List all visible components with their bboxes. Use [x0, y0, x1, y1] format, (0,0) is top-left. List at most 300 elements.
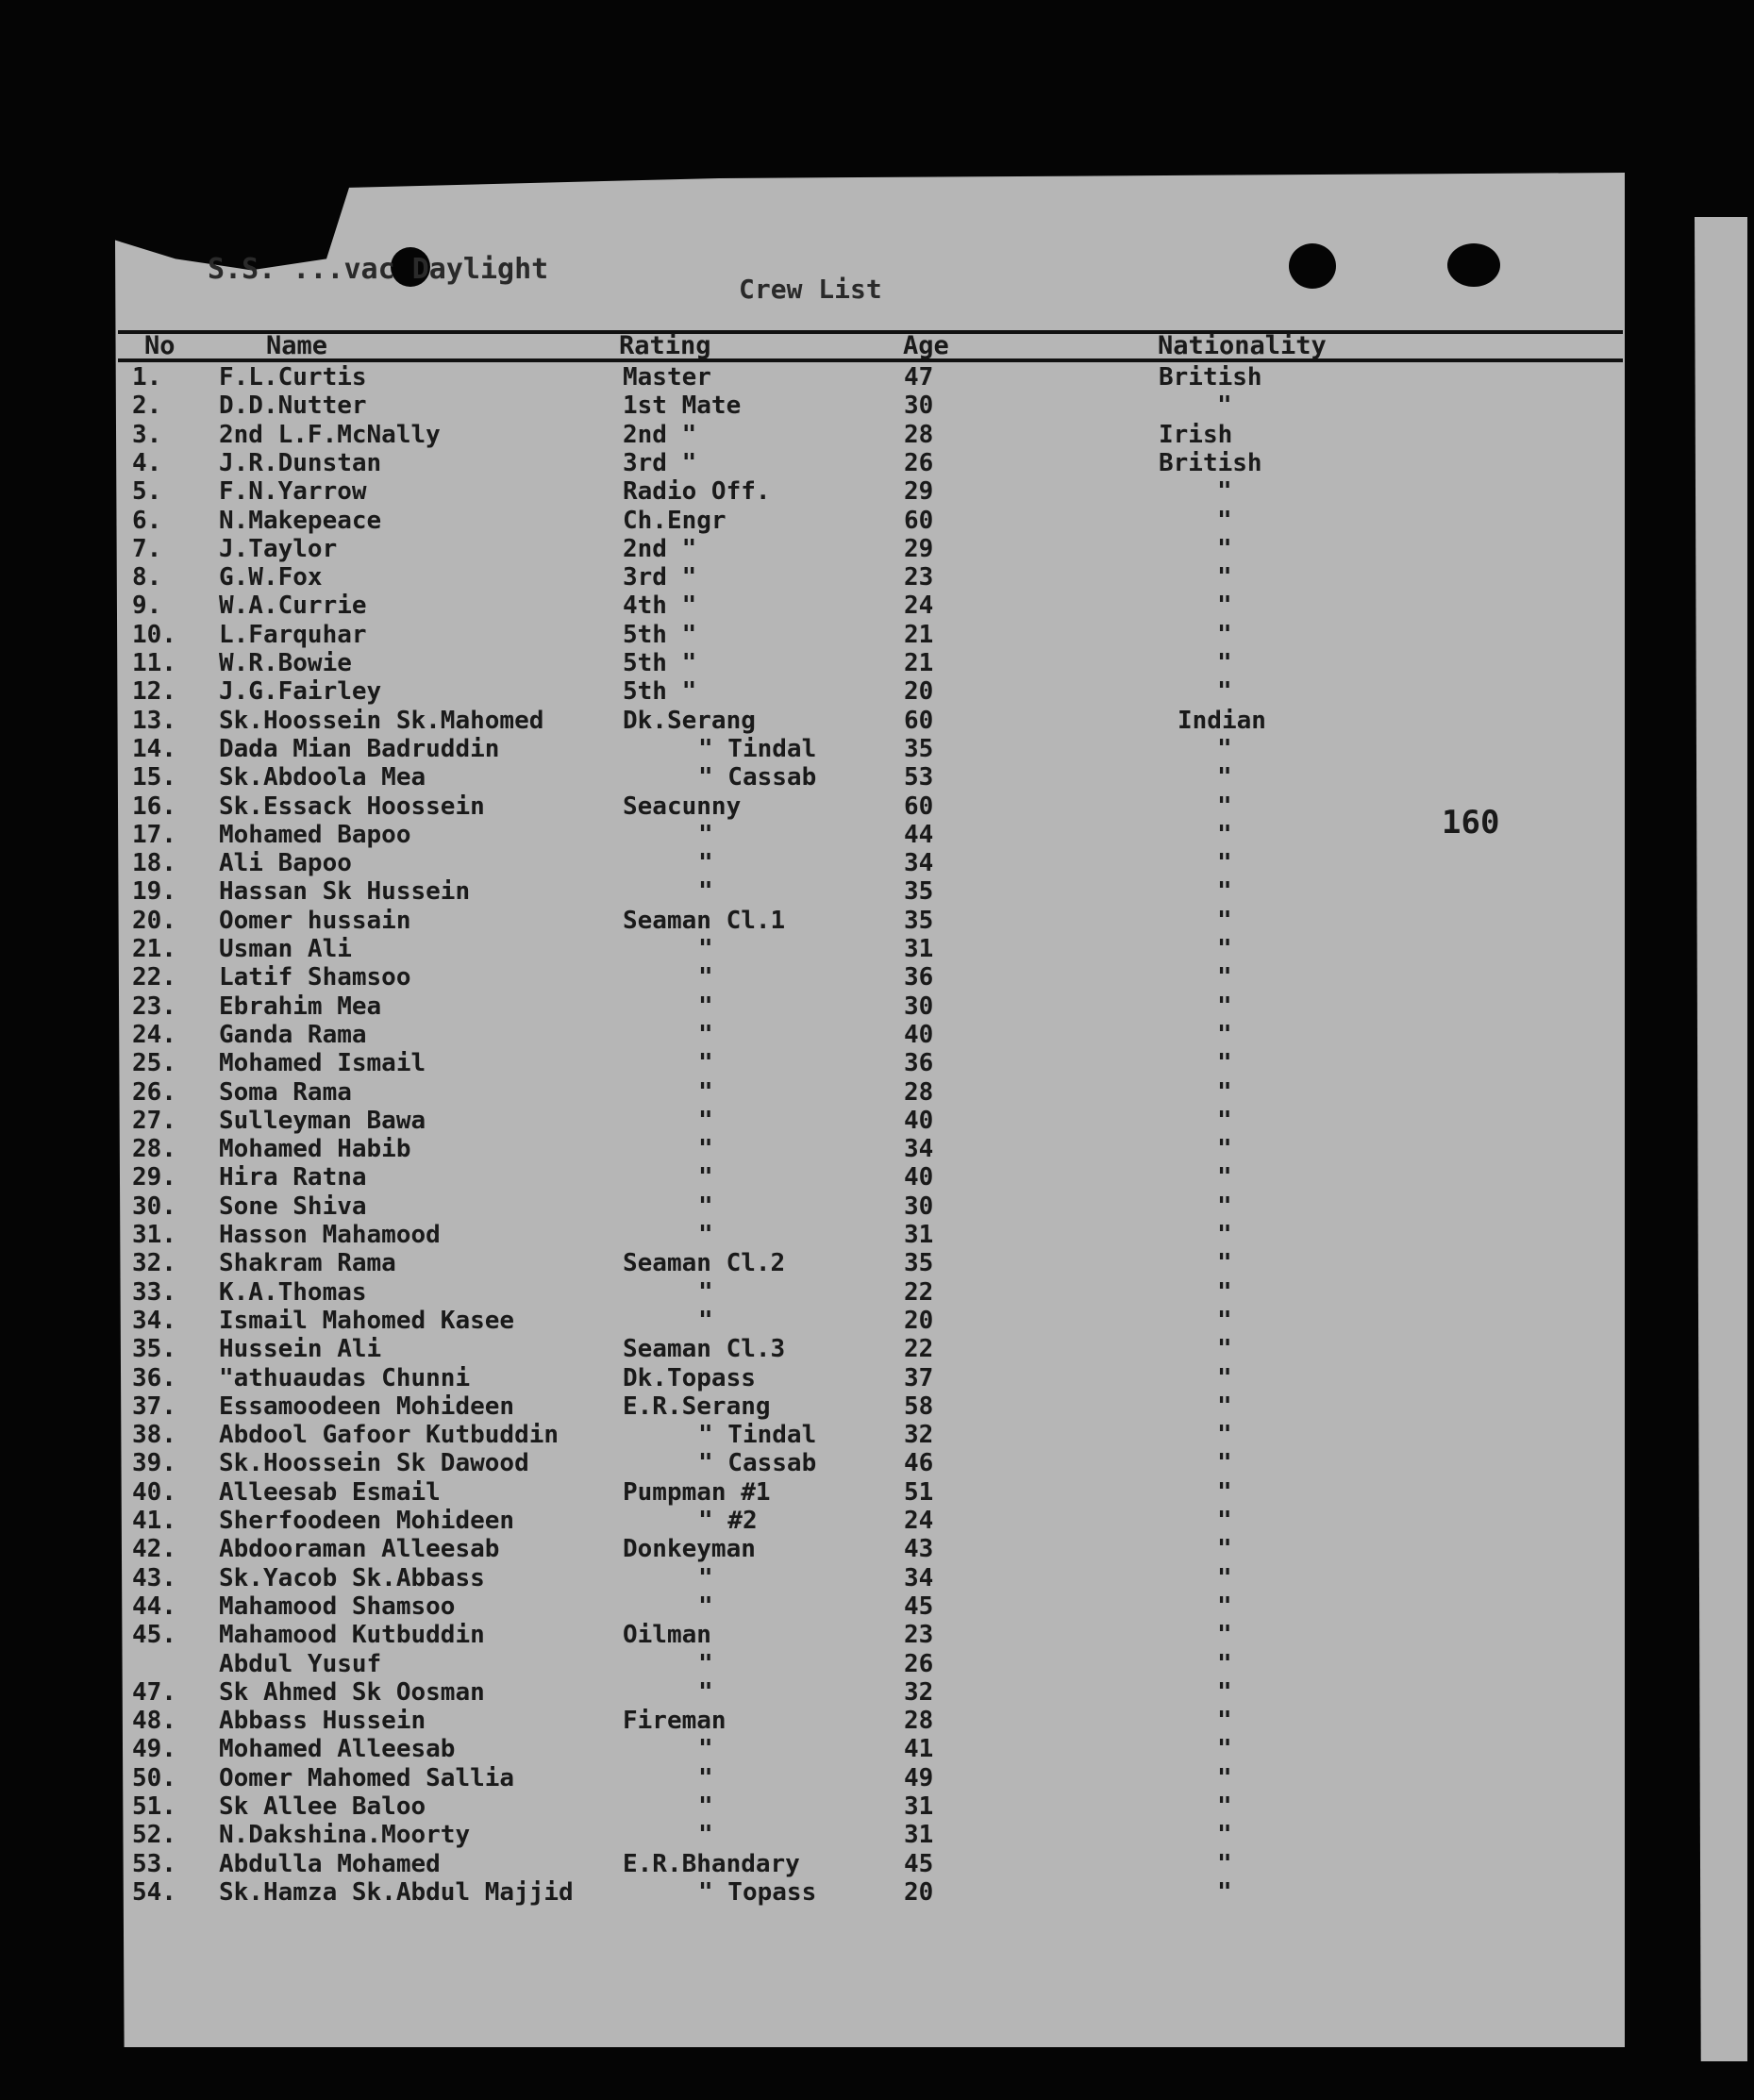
crew-no: 3. [132, 420, 162, 449]
crew-rating: " [698, 1163, 713, 1192]
crew-nationality: " [1217, 1020, 1232, 1049]
crew-name: F.N.Yarrow [219, 477, 367, 507]
crew-no: 39. [132, 1449, 176, 1478]
crew-age: 34 [904, 1135, 934, 1164]
crew-rating: Seaman Cl.1 [623, 906, 786, 935]
crew-nationality: " [1217, 935, 1232, 963]
crew-age: 51 [904, 1477, 934, 1507]
crew-no: 52. [132, 1821, 176, 1850]
crew-age: 36 [904, 963, 934, 992]
crew-age: 26 [904, 1649, 934, 1678]
crew-no: 14. [132, 734, 176, 763]
table-row [0, 907, 1754, 935]
crew-name: Abbass Hussein [219, 1707, 426, 1736]
crew-age: 28 [904, 420, 934, 449]
crew-no: 10. [132, 620, 176, 649]
table-row [0, 677, 1754, 706]
crew-rating: 1st Mate [623, 392, 742, 421]
crew-age: 35 [904, 734, 934, 763]
crew-age: 24 [904, 1507, 934, 1535]
crew-rating: " [698, 1763, 713, 1792]
crew-nationality: " [1217, 534, 1232, 563]
crew-age: 40 [904, 1020, 934, 1049]
crew-rating: " [698, 1277, 713, 1307]
crew-name: N.Makepeace [219, 506, 382, 535]
table-row [0, 1249, 1754, 1277]
crew-no: 48. [132, 1707, 176, 1736]
crew-age: 22 [904, 1277, 934, 1307]
document-title: Crew List [739, 274, 882, 305]
crew-nationality: " [1217, 992, 1232, 1021]
crew-rating: " [698, 1592, 713, 1621]
crew-rating: " [698, 1735, 713, 1764]
crew-rating: " [698, 1106, 713, 1135]
table-row [0, 1335, 1754, 1363]
crew-name: N.Dakshina.Moorty [219, 1821, 471, 1850]
crew-rating: " Cassab [698, 1449, 817, 1478]
crew-age: 35 [904, 877, 934, 907]
table-row [0, 563, 1754, 592]
crew-age: 32 [904, 1421, 934, 1450]
crew-name: Hira Ratna [219, 1163, 367, 1192]
crew-age: 60 [904, 792, 934, 821]
crew-nationality: " [1217, 1821, 1232, 1850]
crew-name: Hasson Mahamood [219, 1221, 441, 1249]
crew-no: 49. [132, 1735, 176, 1764]
crew-name: Sk.Essack Hoossein [219, 792, 485, 821]
crew-age: 21 [904, 649, 934, 677]
crew-age: 31 [904, 1221, 934, 1249]
crew-rating: " [698, 1077, 713, 1107]
crew-name: K.A.Thomas [219, 1277, 367, 1307]
table-row [0, 1621, 1754, 1649]
column-header-no: No [144, 331, 175, 360]
crew-nationality: " [1217, 1221, 1232, 1249]
crew-nationality: " [1217, 849, 1232, 878]
table-row [0, 1850, 1754, 1878]
table-row [0, 1221, 1754, 1249]
crew-name: Dada Mian Badruddin [219, 734, 500, 763]
crew-no: 36. [132, 1363, 176, 1392]
crew-age: 20 [904, 1306, 934, 1335]
crew-no: 11. [132, 649, 176, 677]
crew-age: 31 [904, 1792, 934, 1821]
crew-age: 28 [904, 1077, 934, 1107]
crew-nationality: " [1217, 477, 1232, 507]
crew-age: 22 [904, 1335, 934, 1364]
crew-name: Ebrahim Mea [219, 992, 382, 1021]
crew-age: 34 [904, 849, 934, 878]
crew-no: 8. [132, 563, 162, 592]
crew-nationality: " [1217, 592, 1232, 621]
crew-no: 28. [132, 1135, 176, 1164]
crew-no: 21. [132, 935, 176, 963]
crew-name: J.G.Fairley [219, 677, 382, 707]
table-row [0, 1821, 1754, 1849]
table-row [0, 477, 1754, 506]
crew-name: Abdooraman Alleesab [219, 1535, 500, 1564]
crew-rating: " [698, 877, 713, 907]
crew-nationality: " [1217, 1849, 1232, 1878]
table-row [0, 1421, 1754, 1449]
crew-no: 17. [132, 820, 176, 849]
crew-name: W.R.Bowie [219, 649, 352, 677]
crew-rating: Pumpman #1 [623, 1477, 771, 1507]
crew-rating: 2nd " [623, 534, 697, 563]
table-row [0, 1792, 1754, 1821]
crew-no: 1. [132, 363, 162, 392]
crew-no: 26. [132, 1077, 176, 1107]
crew-rating: " [698, 935, 713, 963]
crew-nationality: " [1217, 1592, 1232, 1621]
crew-name: Latif Shamsoo [219, 963, 411, 992]
crew-no: 27. [132, 1106, 176, 1135]
table-row [0, 1564, 1754, 1592]
crew-name: Sk Ahmed Sk Oosman [219, 1677, 485, 1707]
crew-rating: " [698, 849, 713, 878]
crew-rating: Seaman Cl.3 [623, 1335, 786, 1364]
table-row [0, 707, 1754, 735]
table-row [0, 1707, 1754, 1735]
table-row [0, 535, 1754, 563]
table-row [0, 1650, 1754, 1678]
crew-nationality: " [1217, 677, 1232, 707]
crew-rating: " [698, 1563, 713, 1592]
table-row [0, 363, 1754, 392]
table-row [0, 735, 1754, 763]
crew-nationality: " [1217, 1106, 1232, 1135]
crew-age: 43 [904, 1535, 934, 1564]
crew-rating: 3rd " [623, 563, 697, 592]
crew-no: 22. [132, 963, 176, 992]
table-row [0, 449, 1754, 477]
crew-age: 31 [904, 1821, 934, 1850]
crew-age: 21 [904, 620, 934, 649]
crew-nationality: " [1217, 1735, 1232, 1764]
crew-no: 7. [132, 534, 162, 563]
crew-nationality: British [1159, 448, 1262, 477]
crew-nationality: " [1217, 1763, 1232, 1792]
crew-nationality: " [1217, 1535, 1232, 1564]
table-row [0, 1735, 1754, 1763]
page-number: 160 [1442, 804, 1500, 842]
crew-rating: " [698, 820, 713, 849]
crew-rating: Master [623, 363, 711, 392]
crew-age: 44 [904, 820, 934, 849]
table-row [0, 1478, 1754, 1507]
crew-no: 23. [132, 992, 176, 1021]
crew-age: 60 [904, 506, 934, 535]
crew-no: 29. [132, 1163, 176, 1192]
crew-name: Oomer hussain [219, 906, 411, 935]
crew-age: 23 [904, 1621, 934, 1650]
crew-name: Soma Rama [219, 1077, 352, 1107]
crew-rating: " [698, 1649, 713, 1678]
crew-nationality: " [1217, 877, 1232, 907]
crew-rating: " Topass [698, 1877, 817, 1907]
table-row [0, 1678, 1754, 1707]
table-row [0, 1764, 1754, 1792]
crew-rating: Ch.Engr [623, 506, 727, 535]
crew-age: 28 [904, 1707, 934, 1736]
crew-age: 30 [904, 392, 934, 421]
crew-no: 6. [132, 506, 162, 535]
crew-no: 9. [132, 592, 162, 621]
table-row [0, 1135, 1754, 1163]
crew-no: 15. [132, 763, 176, 792]
table-row [0, 1535, 1754, 1563]
crew-rating: " [698, 1135, 713, 1164]
crew-no: 25. [132, 1049, 176, 1078]
crew-no: 13. [132, 706, 176, 735]
crew-nationality: " [1217, 1249, 1232, 1278]
crew-name: Alleesab Esmail [219, 1477, 441, 1507]
crew-name: Sherfoodeen Mohideen [219, 1507, 515, 1535]
crew-age: 23 [904, 563, 934, 592]
crew-nationality: " [1217, 1363, 1232, 1392]
crew-nationality: " [1217, 1477, 1232, 1507]
crew-age: 29 [904, 477, 934, 507]
crew-no: 2. [132, 392, 162, 421]
crew-age: 45 [904, 1849, 934, 1878]
crew-no: 51. [132, 1792, 176, 1821]
crew-age: 32 [904, 1677, 934, 1707]
crew-name: Mohamed Bapoo [219, 820, 411, 849]
table-row [0, 1192, 1754, 1221]
crew-rating: " [698, 963, 713, 992]
crew-age: 53 [904, 763, 934, 792]
crew-age: 20 [904, 677, 934, 707]
crew-rating: " [698, 1221, 713, 1249]
crew-name: Sk.Abdoola Mea [219, 763, 426, 792]
crew-name: Essamoodeen Mohideen [219, 1392, 515, 1421]
crew-no: 53. [132, 1849, 176, 1878]
crew-name: Sone Shiva [219, 1192, 367, 1221]
crew-nationality: " [1217, 734, 1232, 763]
crew-nationality: " [1217, 1077, 1232, 1107]
crew-nationality: " [1217, 620, 1232, 649]
crew-rating: Seacunny [623, 792, 742, 821]
crew-no: 44. [132, 1592, 176, 1621]
crew-no: 54. [132, 1877, 176, 1907]
crew-rating: 5th " [623, 649, 697, 677]
crew-no: 19. [132, 877, 176, 907]
crew-rating: " [698, 1192, 713, 1221]
table-row [0, 935, 1754, 963]
crew-no: 40. [132, 1477, 176, 1507]
crew-nationality: " [1217, 792, 1232, 821]
crew-name: Sk.Yacob Sk.Abbass [219, 1563, 485, 1592]
crew-rating: " [698, 992, 713, 1021]
crew-rating: Dk.Topass [623, 1363, 756, 1392]
crew-age: 45 [904, 1592, 934, 1621]
table-row [0, 1592, 1754, 1621]
crew-nationality: " [1217, 763, 1232, 792]
crew-nationality: " [1217, 1335, 1232, 1364]
punch-hole [1447, 243, 1500, 287]
table-row [0, 763, 1754, 792]
table-row [0, 392, 1754, 420]
crew-nationality: " [1217, 1277, 1232, 1307]
crew-nationality: " [1217, 1877, 1232, 1907]
crew-rating: Oilman [623, 1621, 711, 1650]
crew-name: Oomer Mahomed Sallia [219, 1763, 515, 1792]
column-header-nationality: Nationality [1158, 331, 1327, 360]
crew-no: 24. [132, 1020, 176, 1049]
table-row [0, 877, 1754, 906]
crew-no: 50. [132, 1763, 176, 1792]
crew-nationality: " [1217, 1649, 1232, 1678]
table-row [0, 1507, 1754, 1535]
crew-nationality: " [1217, 1163, 1232, 1192]
crew-nationality: " [1217, 1792, 1232, 1821]
crew-nationality: " [1217, 1392, 1232, 1421]
crew-rating: " [698, 1677, 713, 1707]
table-row [0, 1364, 1754, 1392]
crew-name: Ismail Mahomed Kasee [219, 1306, 515, 1335]
crew-no: 47. [132, 1677, 176, 1707]
crew-name: Sk.Hoossein Sk.Mahomed [219, 706, 544, 735]
table-row [0, 1392, 1754, 1421]
crew-age: 60 [904, 706, 934, 735]
column-header-age: Age [903, 331, 949, 360]
crew-no: 42. [132, 1535, 176, 1564]
crew-age: 40 [904, 1163, 934, 1192]
crew-nationality: British [1159, 363, 1262, 392]
crew-name: Mahamood Kutbuddin [219, 1621, 485, 1650]
crew-name: Sulleyman Bawa [219, 1106, 426, 1135]
crew-rating: " Tindal [698, 734, 817, 763]
crew-nationality: " [1217, 1563, 1232, 1592]
crew-no: 41. [132, 1507, 176, 1535]
crew-rating: E.R.Bhandary [623, 1849, 800, 1878]
crew-name: J.Taylor [219, 534, 338, 563]
crew-name: D.D.Nutter [219, 392, 367, 421]
crew-age: 30 [904, 1192, 934, 1221]
crew-no: 35. [132, 1335, 176, 1364]
crew-nationality: Irish [1159, 420, 1233, 449]
crew-name: Ganda Rama [219, 1020, 367, 1049]
crew-nationality: " [1217, 1192, 1232, 1221]
crew-no: 16. [132, 792, 176, 821]
table-row [0, 507, 1754, 535]
crew-age: 41 [904, 1735, 934, 1764]
crew-name: Abdool Gafoor Kutbuddin [219, 1421, 560, 1450]
crew-age: 31 [904, 935, 934, 963]
crew-nationality: " [1217, 1306, 1232, 1335]
crew-nationality: Indian [1178, 706, 1266, 735]
crew-rating: Fireman [623, 1707, 727, 1736]
crew-rating: " [698, 1821, 713, 1850]
crew-no: 43. [132, 1563, 176, 1592]
ship-name: S.S. ...vac Daylight [208, 253, 549, 286]
crew-rating: 3rd " [623, 448, 697, 477]
crew-name: Mohamed Habib [219, 1135, 411, 1164]
crew-nationality: " [1217, 1677, 1232, 1707]
crew-name: Abdulla Mohamed [219, 1849, 441, 1878]
table-row [0, 1449, 1754, 1477]
crew-nationality: " [1217, 820, 1232, 849]
crew-name: Sk.Hamza Sk.Abdul Majjid [219, 1877, 574, 1907]
crew-age: 37 [904, 1363, 934, 1392]
crew-nationality: " [1217, 906, 1232, 935]
crew-age: 24 [904, 592, 934, 621]
crew-no: 38. [132, 1421, 176, 1450]
crew-nationality: " [1217, 506, 1232, 535]
crew-name: "athuaudas Chunni [219, 1363, 471, 1392]
crew-name: Mahamood Shamsoo [219, 1592, 456, 1621]
crew-age: 47 [904, 363, 934, 392]
crew-name: F.L.Curtis [219, 363, 367, 392]
crew-rating: " [698, 1020, 713, 1049]
crew-nationality: " [1217, 1049, 1232, 1078]
crew-rating: 4th " [623, 592, 697, 621]
crew-no: 18. [132, 849, 176, 878]
crew-no: 5. [132, 477, 162, 507]
crew-rating: 2nd " [623, 420, 697, 449]
crew-name: Abdul Yusuf [219, 1649, 382, 1678]
crew-age: 26 [904, 448, 934, 477]
crew-name: Hassan Sk Hussein [219, 877, 471, 907]
crew-no: 4. [132, 448, 162, 477]
table-row [0, 1878, 1754, 1907]
column-header-name: Name [266, 331, 328, 360]
crew-age: 49 [904, 1763, 934, 1792]
table-row [0, 963, 1754, 992]
crew-nationality: " [1217, 1135, 1232, 1164]
crew-nationality: " [1217, 1621, 1232, 1650]
crew-rating: Dk.Serang [623, 706, 756, 735]
table-row [0, 1307, 1754, 1335]
crew-rating: Radio Off. [623, 477, 771, 507]
crew-name: Shakram Rama [219, 1249, 396, 1278]
crew-rating: " Tindal [698, 1421, 817, 1450]
table-row [0, 1021, 1754, 1049]
crew-age: 58 [904, 1392, 934, 1421]
table-row [0, 849, 1754, 877]
crew-nationality: " [1217, 963, 1232, 992]
crew-nationality: " [1217, 392, 1232, 421]
crew-name: Mohamed Ismail [219, 1049, 426, 1078]
crew-age: 35 [904, 1249, 934, 1278]
crew-name: Usman Ali [219, 935, 352, 963]
crew-rating: 5th " [623, 677, 697, 707]
crew-no: 32. [132, 1249, 176, 1278]
crew-age: 30 [904, 992, 934, 1021]
crew-rating: " [698, 1792, 713, 1821]
crew-rating: " [698, 1049, 713, 1078]
crew-rating: " [698, 1306, 713, 1335]
table-row [0, 621, 1754, 649]
crew-no: 45. [132, 1621, 176, 1650]
table-row [0, 1163, 1754, 1192]
crew-no: 20. [132, 906, 176, 935]
crew-name: J.R.Dunstan [219, 448, 382, 477]
crew-no: 31. [132, 1221, 176, 1249]
table-row [0, 792, 1754, 821]
crew-age: 20 [904, 1877, 934, 1907]
crew-name: G.W.Fox [219, 563, 323, 592]
crew-name: Ali Bapoo [219, 849, 352, 878]
crew-name: L.Farquhar [219, 620, 367, 649]
crew-no: 33. [132, 1277, 176, 1307]
crew-nationality: " [1217, 563, 1232, 592]
crew-age: 29 [904, 534, 934, 563]
table-row [0, 992, 1754, 1021]
crew-rating: Donkeyman [623, 1535, 756, 1564]
crew-age: 34 [904, 1563, 934, 1592]
crew-rating: " #2 [698, 1507, 758, 1535]
